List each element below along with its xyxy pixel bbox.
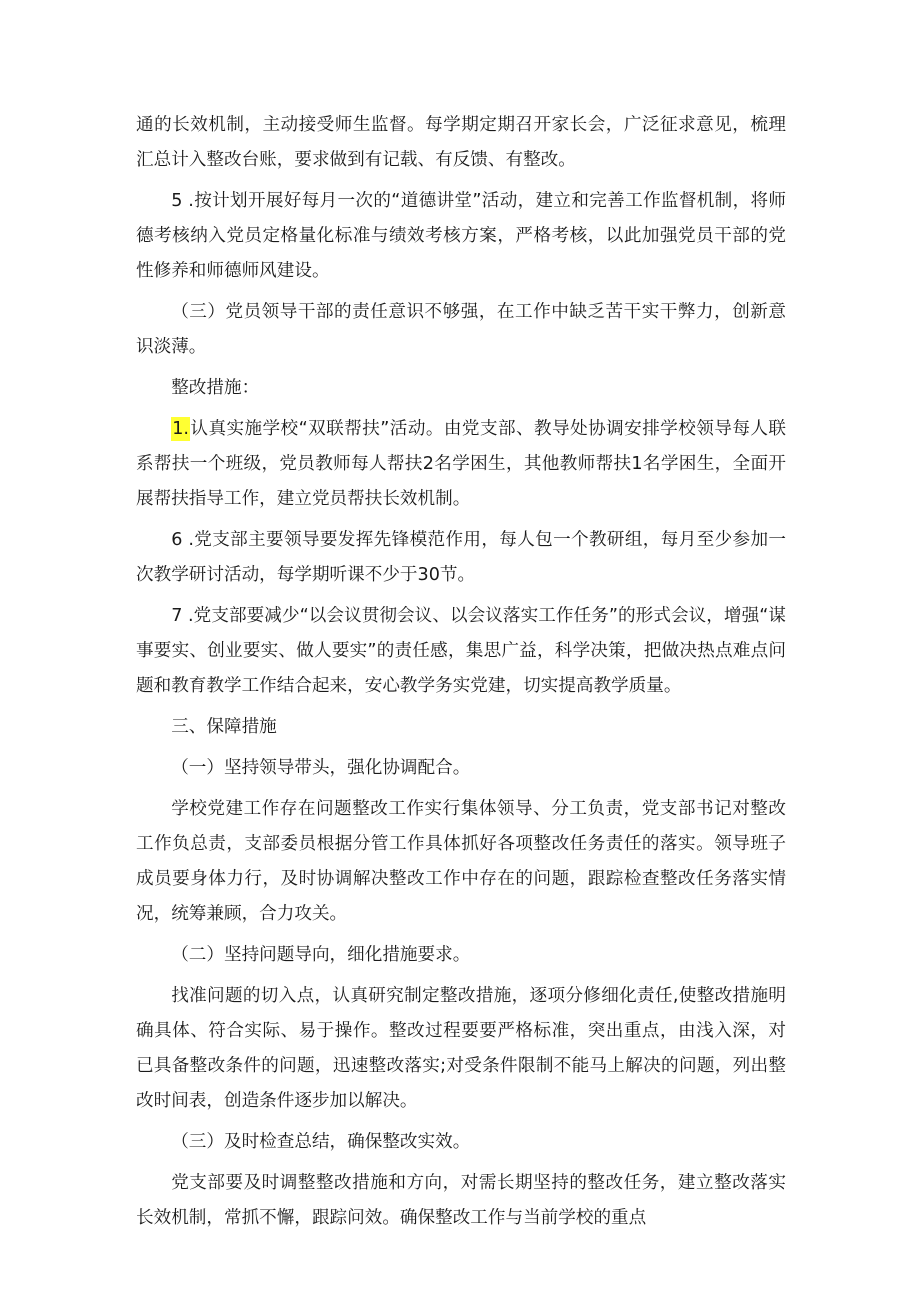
paragraph-party-branch-adjust: 党支部要及时调整整改措施和方向，对需长期坚持的整改任务，建立整改落实长效机制，常抓不懈，跟踪问效。确保整改工作与当前学校的重点 [136, 1173, 786, 1228]
paragraph-item-1-text: 认真实施学校“双联帮扶”活动。由党支部、教导处协调安排学校领导每人联系帮扶一个班级，党员教师每人帮扶2名学困生，其他教师帮扶1名学困生，全面开展帮扶指导工作，建立党员帮扶长效机制。 [136, 419, 786, 509]
label-rectification-measures: 整改措施： [171, 378, 260, 398]
paragraph-continuation: 通的长效机制，主动接受师生监督。每学期定期召开家长会，广泛征求意见，梳理汇总计入整改台账，要求做到有记载、有反馈、有整改。 [136, 115, 786, 170]
section-heading-safeguards: 三、保障措施 [171, 717, 277, 737]
subheading-3-inspection: （三）及时检查总结，确保整改实效。 [171, 1132, 471, 1152]
paragraph-item-1-highlighted [136, 412, 786, 517]
subheading-2-problem-oriented: （二）坚持问题导向，细化措施要求。 [171, 945, 471, 965]
paragraph-item-7: 7 .党支部要减少“以会议贯彻会议、以会议落实工作任务”的形式会议，增强“谋事要实、创业要实、做人要实”的责任感，集思广益，科学决策，把做决热点难点问题和教育教学工作结合起来，安心教学务实党建，切实提高教学质量。 [136, 606, 786, 696]
highlighted-list-marker: 1. [172, 419, 189, 439]
paragraph-entry-point: 找准问题的切入点，认真研究制定整改措施，逐项分修细化责任,使整改措施明确具体、符合实际、易于操作。整改过程要要严格标准，突出重点，由浅入深，对已具备整改条件的问题，迅速整改落实;对受条件限制不能马上解决的问题，列出整改时间表，创造条件逐步加以解决。 [136, 986, 786, 1111]
document-body [136, 108, 786, 1242]
subheading-1-leadership: （一）坚持领导带头，强化协调配合。 [171, 758, 471, 778]
paragraph-collective-leadership: 学校党建工作存在问题整改工作实行集体领导、分工负责，党支部书记对整改工作负总责，支部委员根据分管工作具体抓好各项整改任务责任的落实。领导班子成员要身体力行，及时协调解决整改工作中存在的问题，跟踪检查整改任务落实情况，统筹兼顾，合力攻关。 [136, 799, 786, 924]
paragraph-item-5: 5 .按计划开展好每月一次的“道德讲堂”活动，建立和完善工作监督机制，将师德考核纳入党员定格量化标准与绩效考核方案，严格考核，以此加强党员干部的党性修养和师德师风建设。 [136, 191, 786, 281]
paragraph-item-6: 6 .党支部主要领导要发挥先锋模范作用，每人包一个教研组，每月至少参加一次教学研讨活动，每学期听课不少于30节。 [136, 530, 786, 585]
subheading-3-leadership: （三）党员领导干部的责任意识不够强，在工作中缺乏苦干实干弊力，创新意识淡薄。 [136, 302, 786, 357]
